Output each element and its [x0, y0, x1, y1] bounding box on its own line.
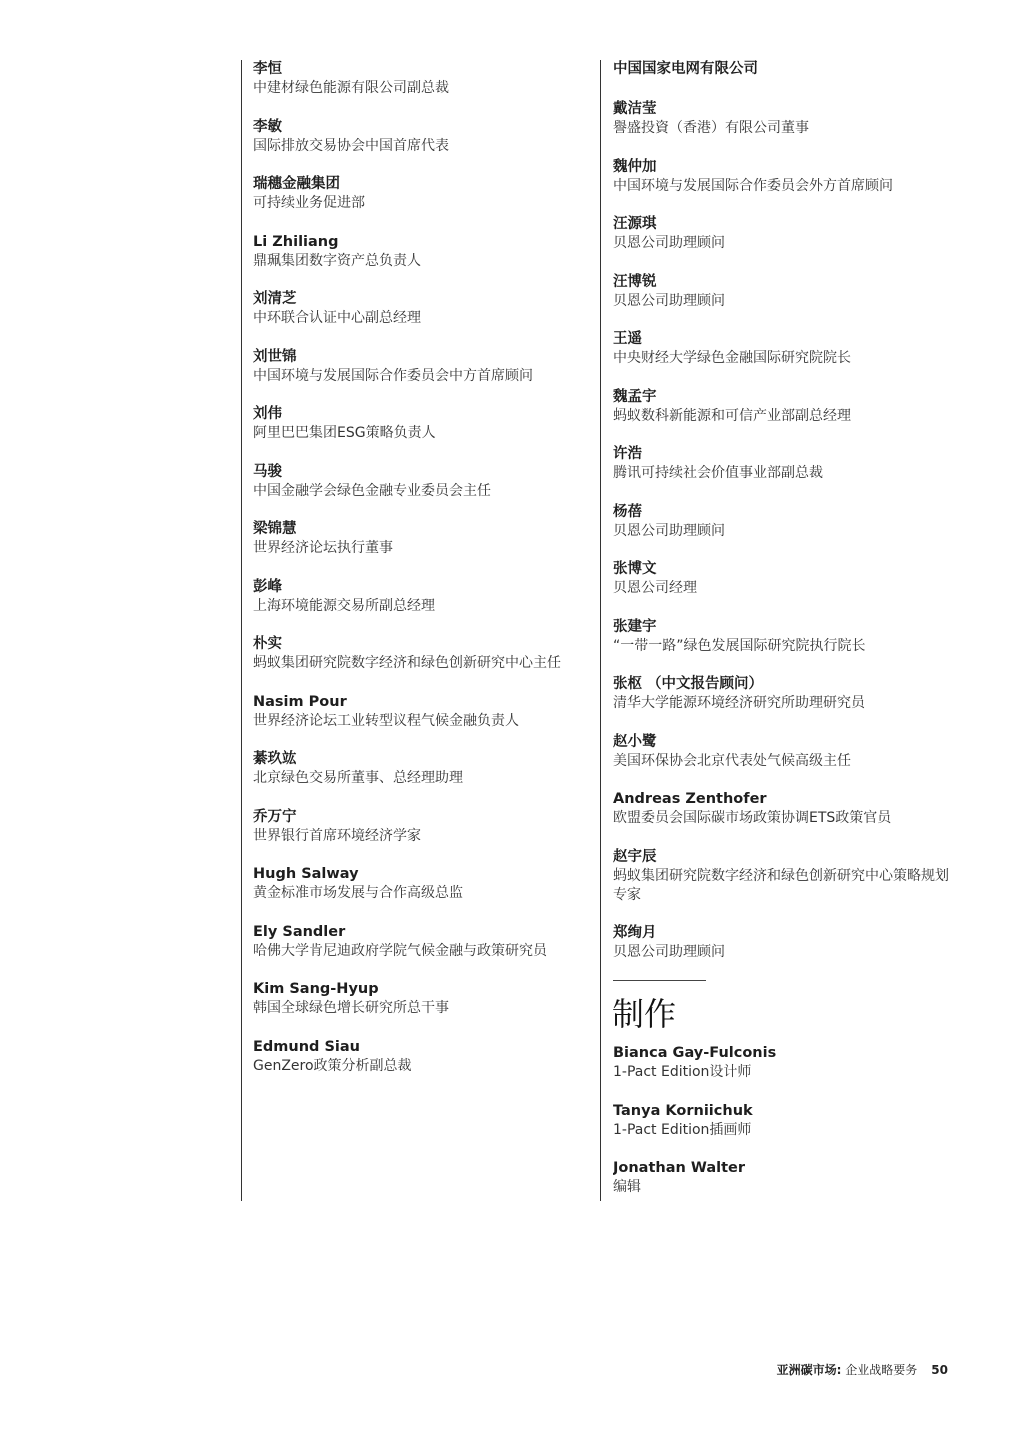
contributor-role: 贝恩公司经理 [613, 580, 697, 596]
contributor-name: 乔万宁 [253, 808, 297, 825]
contributor-role: 世界银行首席环境经济学家 [253, 827, 421, 844]
contributor-entry [613, 272, 958, 330]
right-column [613, 59, 958, 980]
contributor-name: 刘清芝 [253, 291, 297, 307]
contributor-entry [613, 617, 958, 675]
contributor-role: 韩国全球绿色增长研究所总干事 [253, 1000, 449, 1016]
contributor-role: 中国金融学会绿色金融专业委员会主任 [253, 482, 491, 499]
contributor-role: 哈佛大学肯尼迪政府学院气候金融与政策研究员 [253, 942, 547, 959]
contributor-name: 魏仲加 [613, 158, 657, 175]
contributor-role: 贝恩公司助理顾问 [613, 943, 725, 960]
contributor-name: 梁锦慧 [253, 521, 297, 537]
contributor-entry [613, 789, 958, 847]
contributor-entry [613, 157, 958, 215]
contributor-entry [253, 634, 593, 692]
contributor-role: 中建材绿色能源有限公司副总裁 [253, 80, 449, 96]
credit-entry [613, 1101, 958, 1159]
contributor-name: 杨蓓 [613, 503, 642, 520]
contributor-name: 汪博锐 [613, 273, 657, 290]
contributor-name: Andreas Zenthofer [613, 791, 767, 807]
contributor-name: 汪源琪 [613, 216, 657, 232]
contributor-role: 贝恩公司助理顾问 [613, 522, 725, 539]
footer-report-subtitle: 企业战略要务 [841, 1363, 918, 1377]
contributor-name: Edmund Siau [253, 1038, 360, 1055]
contributor-name: 许浩 [613, 446, 642, 462]
contributor-name: 刘世锦 [253, 348, 297, 365]
contributor-role: 黄金标准市场发展与合作高级总监 [253, 885, 463, 901]
org-header: 中国国家电网有限公司 [613, 61, 758, 77]
contributor-role: 可持续业务促进部 [253, 195, 365, 211]
contributor-role: 中环联合认证中心副总经理 [253, 310, 421, 326]
contributor-entry [613, 732, 958, 790]
contributor-role: 贝恩公司助理顾问 [613, 292, 725, 309]
contributor-entry [253, 59, 593, 117]
contributor-entry [253, 1037, 593, 1095]
contributor-name: Ely Sandler [253, 923, 346, 940]
contributor-name: 戴洁莹 [613, 101, 657, 117]
contributor-role: 世界经济论坛工业转型议程气候金融负责人 [253, 712, 519, 729]
contributor-name: 郑绚月 [613, 924, 657, 941]
contributor-role: 世界经济论坛执行董事 [253, 540, 393, 556]
contributor-name: Hugh Salway [253, 866, 359, 882]
contributor-role: 欧盟委员会国际碳市场政策协调ETS政策官员 [613, 810, 892, 826]
contributor-role: 美国环保协会北京代表处气候高级主任 [613, 752, 851, 769]
contributor-name: 王遥 [613, 331, 642, 347]
contributor-name: 张博文 [613, 561, 657, 577]
contributor-entry [613, 214, 958, 272]
credit-role: 编辑 [613, 1179, 641, 1195]
contributor-entry [253, 519, 593, 577]
credit-name: Jonathan Walter [613, 1160, 746, 1176]
contributor-name: 綦玖竑 [253, 751, 297, 767]
contributor-entry [613, 847, 958, 923]
contributor-entry [253, 577, 593, 635]
footer-report-title: 亚洲碳市场: [776, 1363, 842, 1377]
right-column-rule [600, 60, 601, 1201]
contributor-name: 彭峰 [253, 578, 282, 595]
contributor-role: 鼎珮集团数字资产总负责人 [253, 252, 421, 269]
left-column-rule [241, 60, 242, 1201]
contributor-role: 贝恩公司助理顾问 [613, 235, 725, 251]
contributor-entry [253, 462, 593, 520]
contributor-role: 上海环境能源交易所副总经理 [253, 597, 435, 614]
contributor-entry [613, 387, 958, 445]
contributor-entry [253, 807, 593, 865]
contributor-entry [253, 922, 593, 980]
contributor-role: GenZero政策分析副总裁 [253, 1057, 412, 1074]
credit-entry [613, 1043, 958, 1101]
contributor-role: 北京绿色交易所董事、总经理助理 [253, 770, 463, 786]
contributor-entry [613, 99, 958, 157]
contributor-entry [613, 674, 958, 732]
contributor-name: 魏孟宇 [613, 388, 657, 405]
contributor-name: Kim Sang-Hyup [253, 981, 379, 997]
page-number: 50 [931, 1363, 948, 1377]
contributor-name: 李恒 [253, 61, 282, 77]
contributor-role: 蚂蚁数科新能源和可信产业部副总经理 [613, 407, 851, 424]
credit-name: Bianca Gay-Fulconis [613, 1045, 777, 1061]
credit-role: 1-Pact Edition插画师 [613, 1121, 752, 1138]
contributor-entry [253, 289, 593, 347]
contributor-name: 张建宇 [613, 618, 657, 635]
contributor-entry [253, 749, 593, 807]
contributor-entry [253, 979, 593, 1037]
contributor-entry [253, 692, 593, 750]
contributor-entry [253, 347, 593, 405]
contributor-role: 蚂蚁集团研究院数字经济和绿色创新研究中心策略规划专家 [613, 867, 949, 903]
contributor-role: 中国环境与发展国际合作委员会中方首席顾问 [253, 367, 533, 384]
credit-entry [613, 1158, 958, 1216]
contributor-name: 刘伟 [253, 406, 282, 422]
contributor-name: 赵宇辰 [613, 848, 657, 865]
production-heading: 制作 [612, 995, 677, 1033]
credit-name: Tanya Korniichuk [613, 1102, 753, 1119]
page-footer [777, 1362, 948, 1378]
contributor-entry [613, 329, 958, 387]
production-credits [613, 1043, 958, 1216]
contributor-name: 瑞穗金融集团 [253, 176, 340, 192]
contributor-entry [253, 117, 593, 175]
contributor-role: 中国环境与发展国际合作委员会外方首席顾问 [613, 177, 893, 194]
contributor-entry [253, 404, 593, 462]
contributor-role: 国际排放交易协会中国首席代表 [253, 137, 449, 154]
contributor-name: Li Zhiliang [253, 233, 339, 250]
contributor-role: 譽盛投資（香港）有限公司董事 [613, 120, 809, 136]
contributor-name: 马骏 [253, 463, 282, 480]
contributor-name: Nasim Pour [253, 693, 347, 710]
credit-role: 1-Pact Edition设计师 [613, 1064, 752, 1080]
contributor-role: 阿里巴巴集团ESG策略负责人 [253, 425, 436, 441]
contributor-entry [613, 444, 958, 502]
left-column [253, 59, 593, 1094]
contributor-role: 清华大学能源环境经济研究所助理研究员 [613, 695, 865, 711]
contributor-name: 张枢 （中文报告顾问） [613, 676, 764, 692]
contributor-entry [613, 502, 958, 560]
contributor-entry [613, 923, 958, 981]
contributor-entry [613, 559, 958, 617]
contributor-role: 腾讯可持续社会价值事业部副总裁 [613, 465, 823, 481]
contributor-entry [253, 174, 593, 232]
contributor-role: 蚂蚁集团研究院数字经济和绿色创新研究中心主任 [253, 655, 561, 671]
contributor-role: 中央财经大学绿色金融国际研究院院长 [613, 350, 851, 366]
contributor-entry [253, 232, 593, 290]
contributor-entry [253, 864, 593, 922]
contributor-name: 李敏 [253, 118, 282, 135]
section-divider [613, 980, 706, 981]
contributor-name: 朴实 [253, 636, 282, 652]
contributor-role: “一带一路”绿色发展国际研究院执行院长 [613, 637, 866, 654]
contributor-name: 赵小鹭 [613, 733, 657, 750]
